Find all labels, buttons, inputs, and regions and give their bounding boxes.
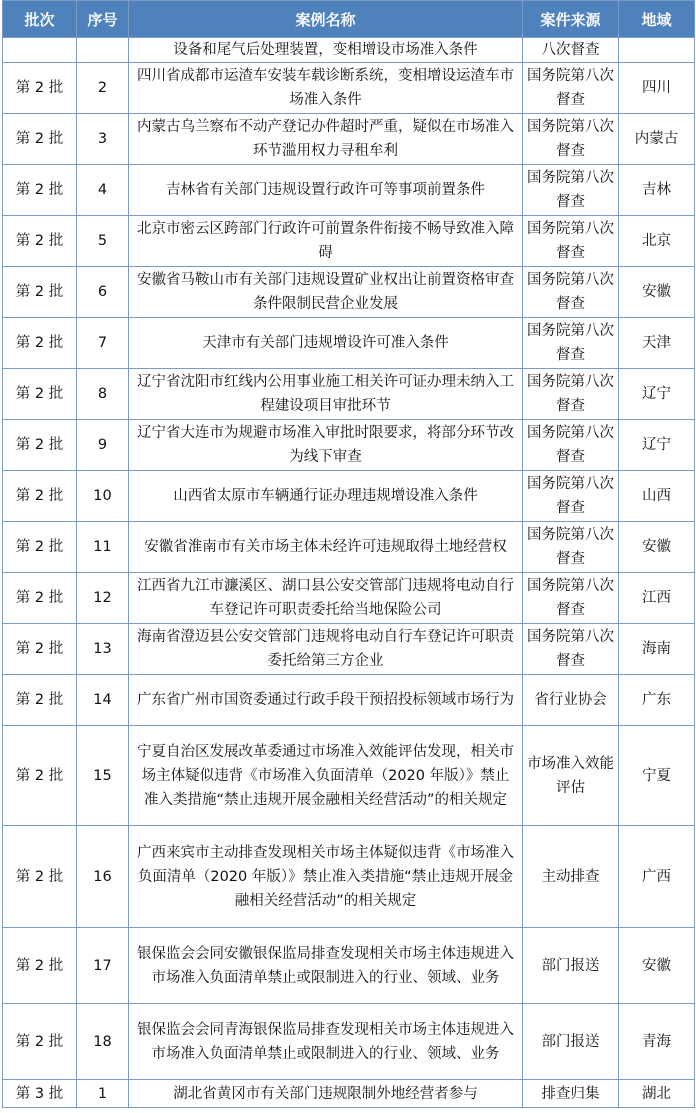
batch-cell: 第 2 批 bbox=[3, 826, 77, 928]
source-cell: 国务院第八次督查 bbox=[523, 369, 619, 420]
table-row bbox=[3, 1004, 695, 1080]
case-name-cell: 四川省成都市运渣车安装车载诊断系统，变相增设运渣车市场准入条件 bbox=[129, 63, 523, 114]
batch-cell: 第 2 批 bbox=[3, 573, 77, 624]
case-name-cell: 内蒙古乌兰察布不动产登记办件超时严重，疑似在市场准入环节滥用权力寻租牟利 bbox=[129, 114, 523, 165]
region-cell: 安徽 bbox=[619, 522, 695, 573]
number-cell: 7 bbox=[77, 318, 129, 369]
table-row bbox=[3, 114, 695, 165]
header-number: 序号 bbox=[77, 1, 129, 38]
header-source: 案件来源 bbox=[523, 1, 619, 38]
number-cell: 2 bbox=[77, 63, 129, 114]
case-name-cell: 辽宁省沈阳市红线内公用事业施工相关许可证办理未纳入工程建设项目审批环节 bbox=[129, 369, 523, 420]
header-case-name: 案例名称 bbox=[129, 1, 523, 38]
table-row bbox=[3, 318, 695, 369]
case-name-cell: 广西来宾市主动排查发现相关市场主体疑似违背《市场准入负面清单（2020 年版）》禁止准入类措施“禁止违规开展金融相关经营活动”的相关规定 bbox=[129, 826, 523, 928]
number-cell: 11 bbox=[77, 522, 129, 573]
case-name-cell: 安徽省马鞍山市有关部门违规设置矿业权出让前置资格审查条件限制民营企业发展 bbox=[129, 267, 523, 318]
source-cell: 国务院第八次督查 bbox=[523, 573, 619, 624]
batch-cell: 第 2 批 bbox=[3, 1004, 77, 1080]
batch-cell: 第 2 批 bbox=[3, 624, 77, 675]
region-cell: 安徽 bbox=[619, 928, 695, 1004]
number-cell: 13 bbox=[77, 624, 129, 675]
header-row bbox=[3, 1, 695, 38]
region-cell: 海南 bbox=[619, 624, 695, 675]
batch-cell: 第 2 批 bbox=[3, 63, 77, 114]
number-cell: 16 bbox=[77, 826, 129, 928]
number-cell: 1 bbox=[77, 1080, 129, 1108]
case-name-cell: 海南省澄迈县公安交管部门违规将电动自行车登记许可职责委托给第三方企业 bbox=[129, 624, 523, 675]
region-cell: 山西 bbox=[619, 471, 695, 522]
number-cell: 3 bbox=[77, 114, 129, 165]
region-cell: 内蒙古 bbox=[619, 114, 695, 165]
case-name-cell: 银保监会会同安徽银保监局排查发现相关市场主体违规进入市场准入负面清单禁止或限制进入的行业、领域、业务 bbox=[129, 928, 523, 1004]
table-row bbox=[3, 63, 695, 114]
case-name-cell: 广东省广州市国资委通过行政手段干预招投标领域市场行为 bbox=[129, 675, 523, 726]
region-cell: 江西 bbox=[619, 573, 695, 624]
batch-cell: 第 2 批 bbox=[3, 369, 77, 420]
table-row bbox=[3, 267, 695, 318]
batch-cell: 第 2 批 bbox=[3, 267, 77, 318]
table-row bbox=[3, 420, 695, 471]
batch-cell: 第 2 批 bbox=[3, 726, 77, 826]
case-name-cell: 安徽省淮南市有关市场主体未经许可违规取得土地经营权 bbox=[129, 522, 523, 573]
region-cell: 青海 bbox=[619, 1004, 695, 1080]
source-cell: 国务院第八次督查 bbox=[523, 114, 619, 165]
number-cell: 12 bbox=[77, 573, 129, 624]
case-name-cell: 北京市密云区跨部门行政许可前置条件衔接不畅导致准入障碍 bbox=[129, 216, 523, 267]
source-cell: 国务院第八次督查 bbox=[523, 165, 619, 216]
table-row bbox=[3, 369, 695, 420]
number-cell: 15 bbox=[77, 726, 129, 826]
region-cell: 辽宁 bbox=[619, 420, 695, 471]
number-cell bbox=[77, 38, 129, 63]
number-cell: 4 bbox=[77, 165, 129, 216]
number-cell: 14 bbox=[77, 675, 129, 726]
case-name-cell: 吉林省有关部门违规设置行政许可等事项前置条件 bbox=[129, 165, 523, 216]
table-row bbox=[3, 38, 695, 63]
table-row bbox=[3, 726, 695, 826]
batch-cell: 第 2 批 bbox=[3, 928, 77, 1004]
batch-cell bbox=[3, 38, 77, 63]
table-row bbox=[3, 1080, 695, 1108]
source-cell: 国务院第八次督查 bbox=[523, 420, 619, 471]
batch-cell: 第 2 批 bbox=[3, 165, 77, 216]
source-cell: 主动排查 bbox=[523, 826, 619, 928]
case-table bbox=[2, 0, 695, 1108]
region-cell: 四川 bbox=[619, 63, 695, 114]
region-cell: 湖北 bbox=[619, 1080, 695, 1108]
number-cell: 17 bbox=[77, 928, 129, 1004]
source-cell: 国务院第八次督查 bbox=[523, 267, 619, 318]
case-name-cell: 宁夏自治区发展改革委通过市场准入效能评估发现，相关市场主体疑似违背《市场准入负面清单（2020 年版）》禁止准入类措施“禁止违规开展金融相关经营活动”的相关规定 bbox=[129, 726, 523, 826]
batch-cell: 第 2 批 bbox=[3, 114, 77, 165]
case-name-cell: 设备和尾气后处理装置，变相增设市场准入条件 bbox=[129, 38, 523, 63]
table-row bbox=[3, 624, 695, 675]
number-cell: 8 bbox=[77, 369, 129, 420]
source-cell: 国务院第八次督查 bbox=[523, 318, 619, 369]
table-row bbox=[3, 471, 695, 522]
number-cell: 9 bbox=[77, 420, 129, 471]
number-cell: 6 bbox=[77, 267, 129, 318]
batch-cell: 第 3 批 bbox=[3, 1080, 77, 1108]
table-row bbox=[3, 928, 695, 1004]
table-row bbox=[3, 165, 695, 216]
table-row bbox=[3, 522, 695, 573]
source-cell: 排查归集 bbox=[523, 1080, 619, 1108]
header-region: 地域 bbox=[619, 1, 695, 38]
number-cell: 5 bbox=[77, 216, 129, 267]
source-cell: 八次督查 bbox=[523, 38, 619, 63]
batch-cell: 第 2 批 bbox=[3, 420, 77, 471]
region-cell: 天津 bbox=[619, 318, 695, 369]
region-cell: 吉林 bbox=[619, 165, 695, 216]
batch-cell: 第 2 批 bbox=[3, 471, 77, 522]
source-cell: 国务院第八次督查 bbox=[523, 624, 619, 675]
source-cell: 国务院第八次督查 bbox=[523, 216, 619, 267]
table-row bbox=[3, 826, 695, 928]
source-cell: 部门报送 bbox=[523, 1004, 619, 1080]
case-name-cell: 湖北省黄冈市有关部门违规限制外地经营者参与 bbox=[129, 1080, 523, 1108]
source-cell: 国务院第八次督查 bbox=[523, 522, 619, 573]
batch-cell: 第 2 批 bbox=[3, 216, 77, 267]
source-cell: 省行业协会 bbox=[523, 675, 619, 726]
table-row bbox=[3, 216, 695, 267]
source-cell: 国务院第八次督查 bbox=[523, 471, 619, 522]
case-name-cell: 江西省九江市濂溪区、湖口县公安交管部门违规将电动自行车登记许可职责委托给当地保险公司 bbox=[129, 573, 523, 624]
case-name-cell: 辽宁省大连市为规避市场准入审批时限要求，将部分环节改为线下审查 bbox=[129, 420, 523, 471]
case-name-cell: 山西省太原市车辆通行证办理违规增设准入条件 bbox=[129, 471, 523, 522]
region-cell: 宁夏 bbox=[619, 726, 695, 826]
source-cell: 市场准入效能评估 bbox=[523, 726, 619, 826]
number-cell: 10 bbox=[77, 471, 129, 522]
region-cell: 广西 bbox=[619, 826, 695, 928]
case-name-cell: 天津市有关部门违规增设许可准入条件 bbox=[129, 318, 523, 369]
table-row bbox=[3, 573, 695, 624]
number-cell: 18 bbox=[77, 1004, 129, 1080]
table-body bbox=[3, 38, 695, 1108]
source-cell: 国务院第八次督查 bbox=[523, 63, 619, 114]
batch-cell: 第 2 批 bbox=[3, 318, 77, 369]
region-cell bbox=[619, 38, 695, 63]
region-cell: 辽宁 bbox=[619, 369, 695, 420]
region-cell: 北京 bbox=[619, 216, 695, 267]
region-cell: 广东 bbox=[619, 675, 695, 726]
batch-cell: 第 2 批 bbox=[3, 522, 77, 573]
region-cell: 安徽 bbox=[619, 267, 695, 318]
case-name-cell: 银保监会会同青海银保监局排查发现相关市场主体违规进入市场准入负面清单禁止或限制进入的行业、领域、业务 bbox=[129, 1004, 523, 1080]
header-batch: 批次 bbox=[3, 1, 77, 38]
batch-cell: 第 2 批 bbox=[3, 675, 77, 726]
source-cell: 部门报送 bbox=[523, 928, 619, 1004]
table-row bbox=[3, 675, 695, 726]
